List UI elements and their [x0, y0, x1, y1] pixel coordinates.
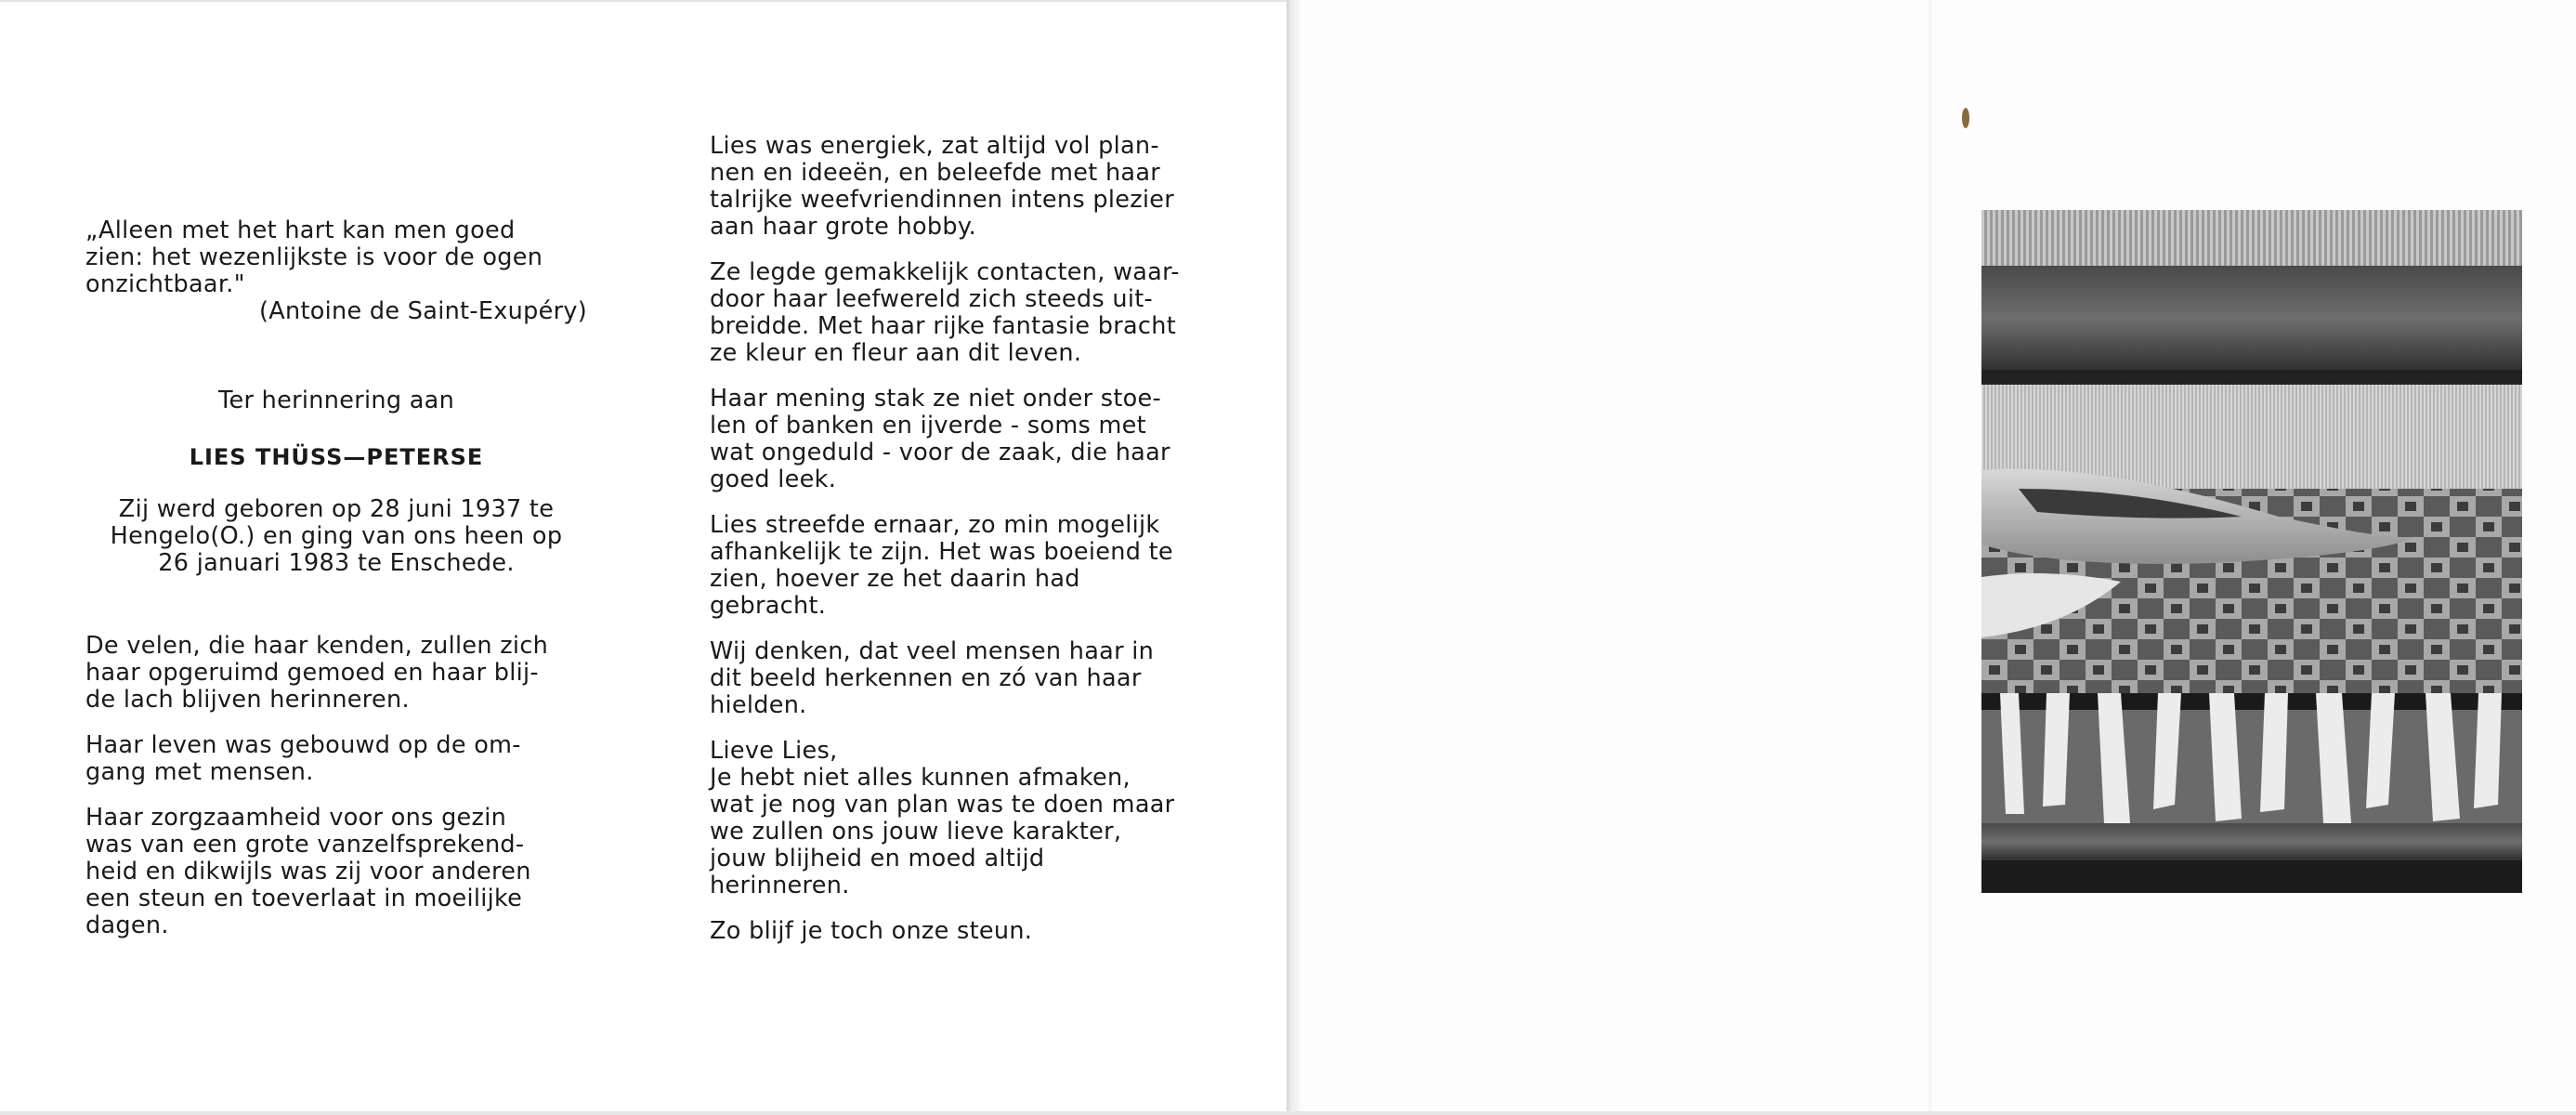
page-bottom-edge	[0, 1111, 2576, 1115]
paragraph: Wij denken, dat veel mensen haar in dit beeld herkennen en zó van haar hielden.	[710, 637, 1155, 719]
quote-author: (Antoine de Saint-Exupéry)	[259, 297, 587, 325]
birth-death-text: Zij werd geboren op 28 juni 1937 te Hengelo(O.) en ging van ons heen op 26 januari 1983 te Enschede.	[110, 495, 563, 577]
card-fold	[1287, 0, 1300, 1115]
paragraph: De velen, die haar kenden, zullen zich haar opgeruimd gemoed en haar blij- de lach blijven herinneren.	[85, 632, 549, 714]
salutation: Lieve Lies,	[710, 737, 838, 765]
paragraph: Haar zorgzaamheid voor ons gezin was van een grote vanzelfsprekend- heid en dikwijls was zij voor anderen een steun en toeverlaat in moeilijke dagen.	[85, 804, 531, 939]
memory-intro: Ter herinnering aan	[217, 387, 455, 414]
paragraph: Haar mening stak ze niet onder stoe- len of banken en ijverde - soms met wat ongeduld - voor de zaak, die haar goed leek.	[710, 385, 1170, 493]
paragraph: Lies was energiek, zat altijd vol plan- nen en ideeën, en beleefde met haar talrijke weefvriendinnen intens plezier aan haar grote hobby.	[710, 132, 1175, 241]
paper-speck	[1962, 108, 1969, 128]
final-line: Zo blijf je toch onze steun.	[710, 917, 1033, 945]
text-column-2	[710, 133, 1211, 964]
paragraph: Ze legde gemakkelijk contacten, waar- door haar leefwereld zich steeds uit- breidde. Met haar rijke fantasie bracht ze kleur en fleur aan dit leven.	[710, 258, 1180, 367]
paragraph: Haar leven was gebouwd op de om- gang met mensen.	[85, 731, 521, 786]
weaving-loom-image	[1981, 210, 2522, 893]
quote-text: „Alleen met het hart kan men goed zien: het wezenlijkste is voor de ogen onzichtbaar."	[85, 216, 543, 298]
left-page	[0, 0, 1287, 1115]
paragraph: Lies streefde ernaar, zo min mogelijk afhankelijk te zijn. Het was boeiend te zien, hoever ze het daarin had gebracht.	[710, 511, 1173, 620]
closing-paragraph: Je hebt niet alles kunnen afmaken, wat je nog van plan was te doen maar we zullen ons jouw lieve karakter, jouw blijheid en moed altijd herinneren.	[710, 764, 1175, 899]
weaving-photo	[1981, 210, 2522, 893]
text-column-1	[85, 217, 587, 958]
inner-fold-edge	[1929, 0, 1932, 1115]
deceased-name: LIES THÜSS—PETERSE	[189, 444, 484, 470]
